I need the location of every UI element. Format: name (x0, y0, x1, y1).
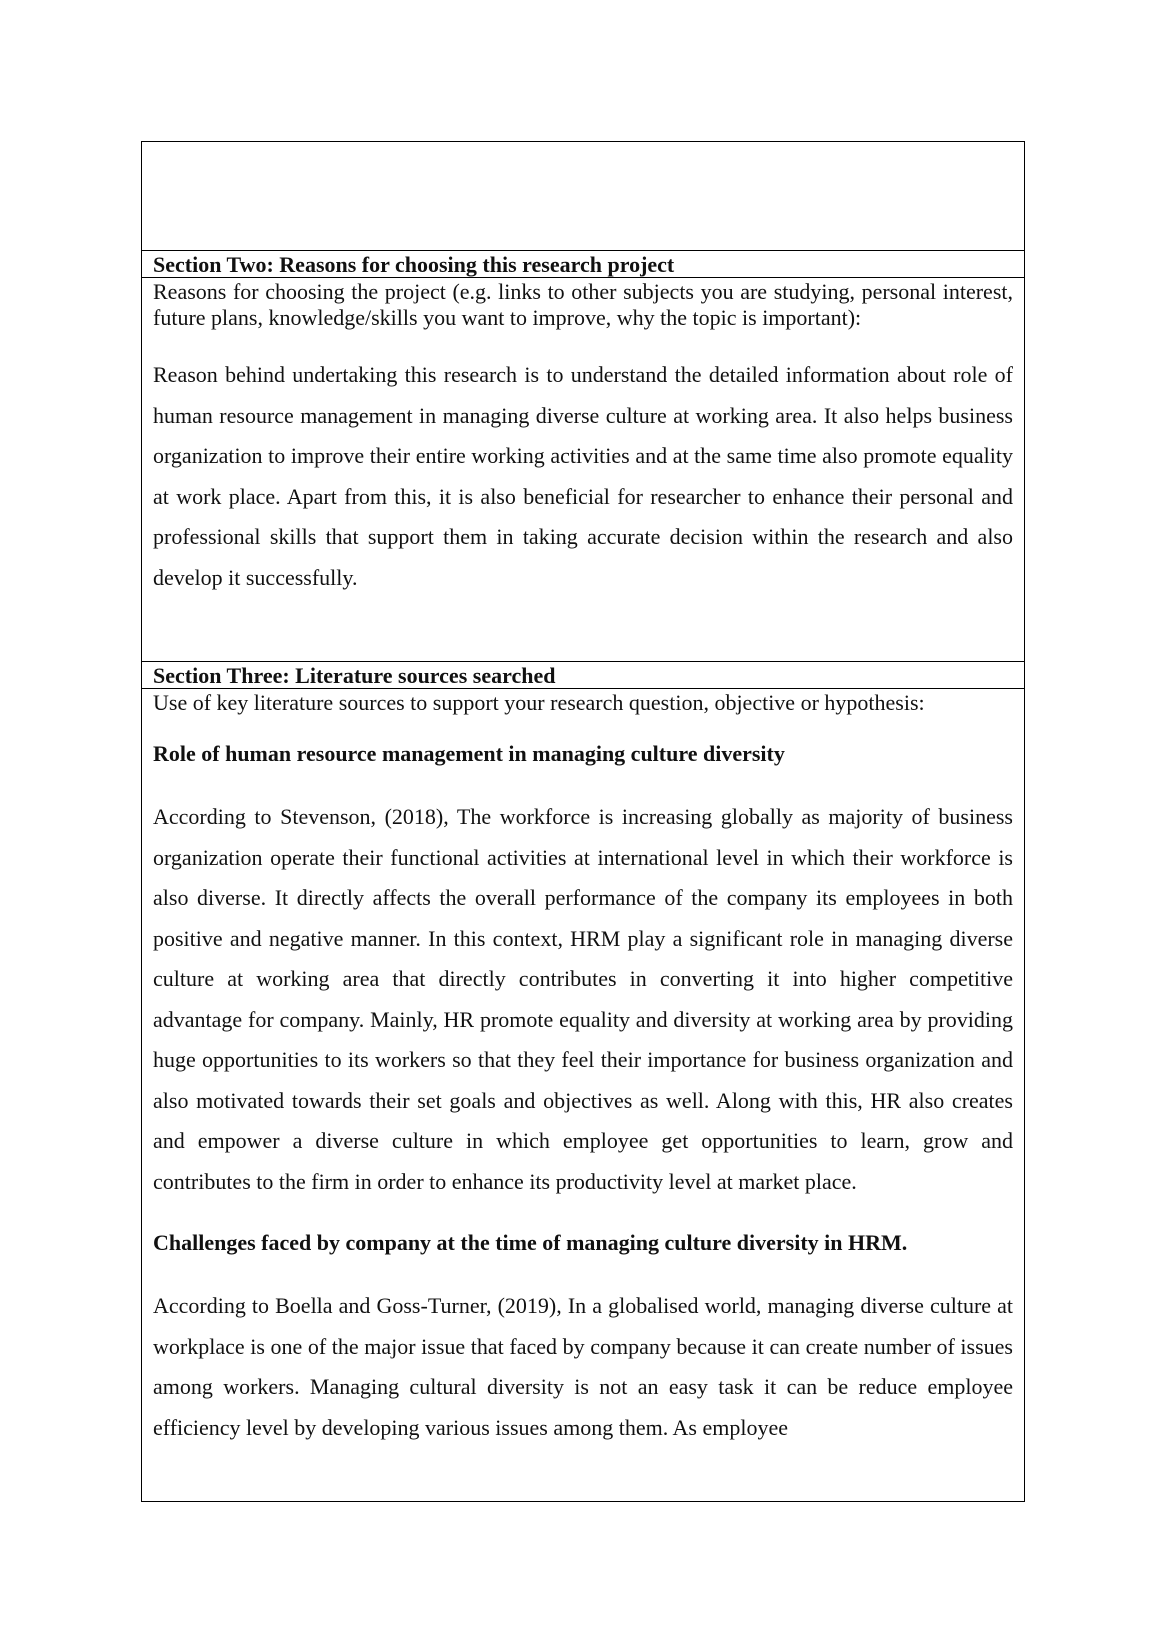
project-proposal-table (141, 141, 1025, 1502)
literature-paragraph-stevenson: According to Stevenson, (2018), The workforce is increasing globally as majority of business organization operate their functional activities at international level in which their workforce is also diverse. It directly affects the overall performance of the company its employees in both positive and negative manner. In this context, HRM play a significant role in managing diverse culture at working area that directly contributes in converting it into higher competitive advantage for company. Mainly, HR promote equality and diversity at working area by providing huge opportunities to its workers so that they feel their importance for business organization and also motivated towards their set goals and objectives as well. Along with this, HR also creates and empower a diverse culture in which employee get opportunities to learn, grow and contributes to the firm in order to enhance its productivity level at market place. (153, 804, 1013, 1194)
section-two-content (142, 277, 1024, 661)
literature-subheading-challenges: Challenges faced by company at the time of managing culture diversity in HRM. (153, 1230, 908, 1255)
literature-paragraph-boella: According to Boella and Goss-Turner, (2019), In a globalised world, managing diverse culture at workplace is one of the major issue that faced by company because it can create number of issues among workers. Managing cultural diversity is not an easy task it can be reduce employee efficiency level by developing various issues among them. As employee (153, 1293, 1013, 1440)
section-three-prompt: Use of key literature sources to support your research question, objective or hypothesis: (153, 690, 925, 715)
section-two-prompt: Reasons for choosing the project (e.g. links to other subjects you are studying, personal interest, future plans, knowledge/skills you want to improve, why the topic is important): (153, 279, 1013, 330)
section-three-content (142, 688, 1024, 1501)
section-three-heading: Section Three: Literature sources searched (142, 661, 1024, 688)
section-two-answer: Reason behind undertaking this research is to understand the detailed information about role of human resource management in managing diverse culture at working area. It also helps business organization to improve their entire working activities and at the same time also promote equality at work place. Apart from this, it is also beneficial for researcher to enhance their personal and professional skills that support them in taking accurate decision within the research and also develop it successfully. (153, 362, 1013, 590)
literature-subheading-role: Role of human resource management in managing culture diversity (153, 741, 785, 766)
blank-top-cell (142, 142, 1024, 250)
section-two-heading: Section Two: Reasons for choosing this research project (142, 250, 1024, 277)
